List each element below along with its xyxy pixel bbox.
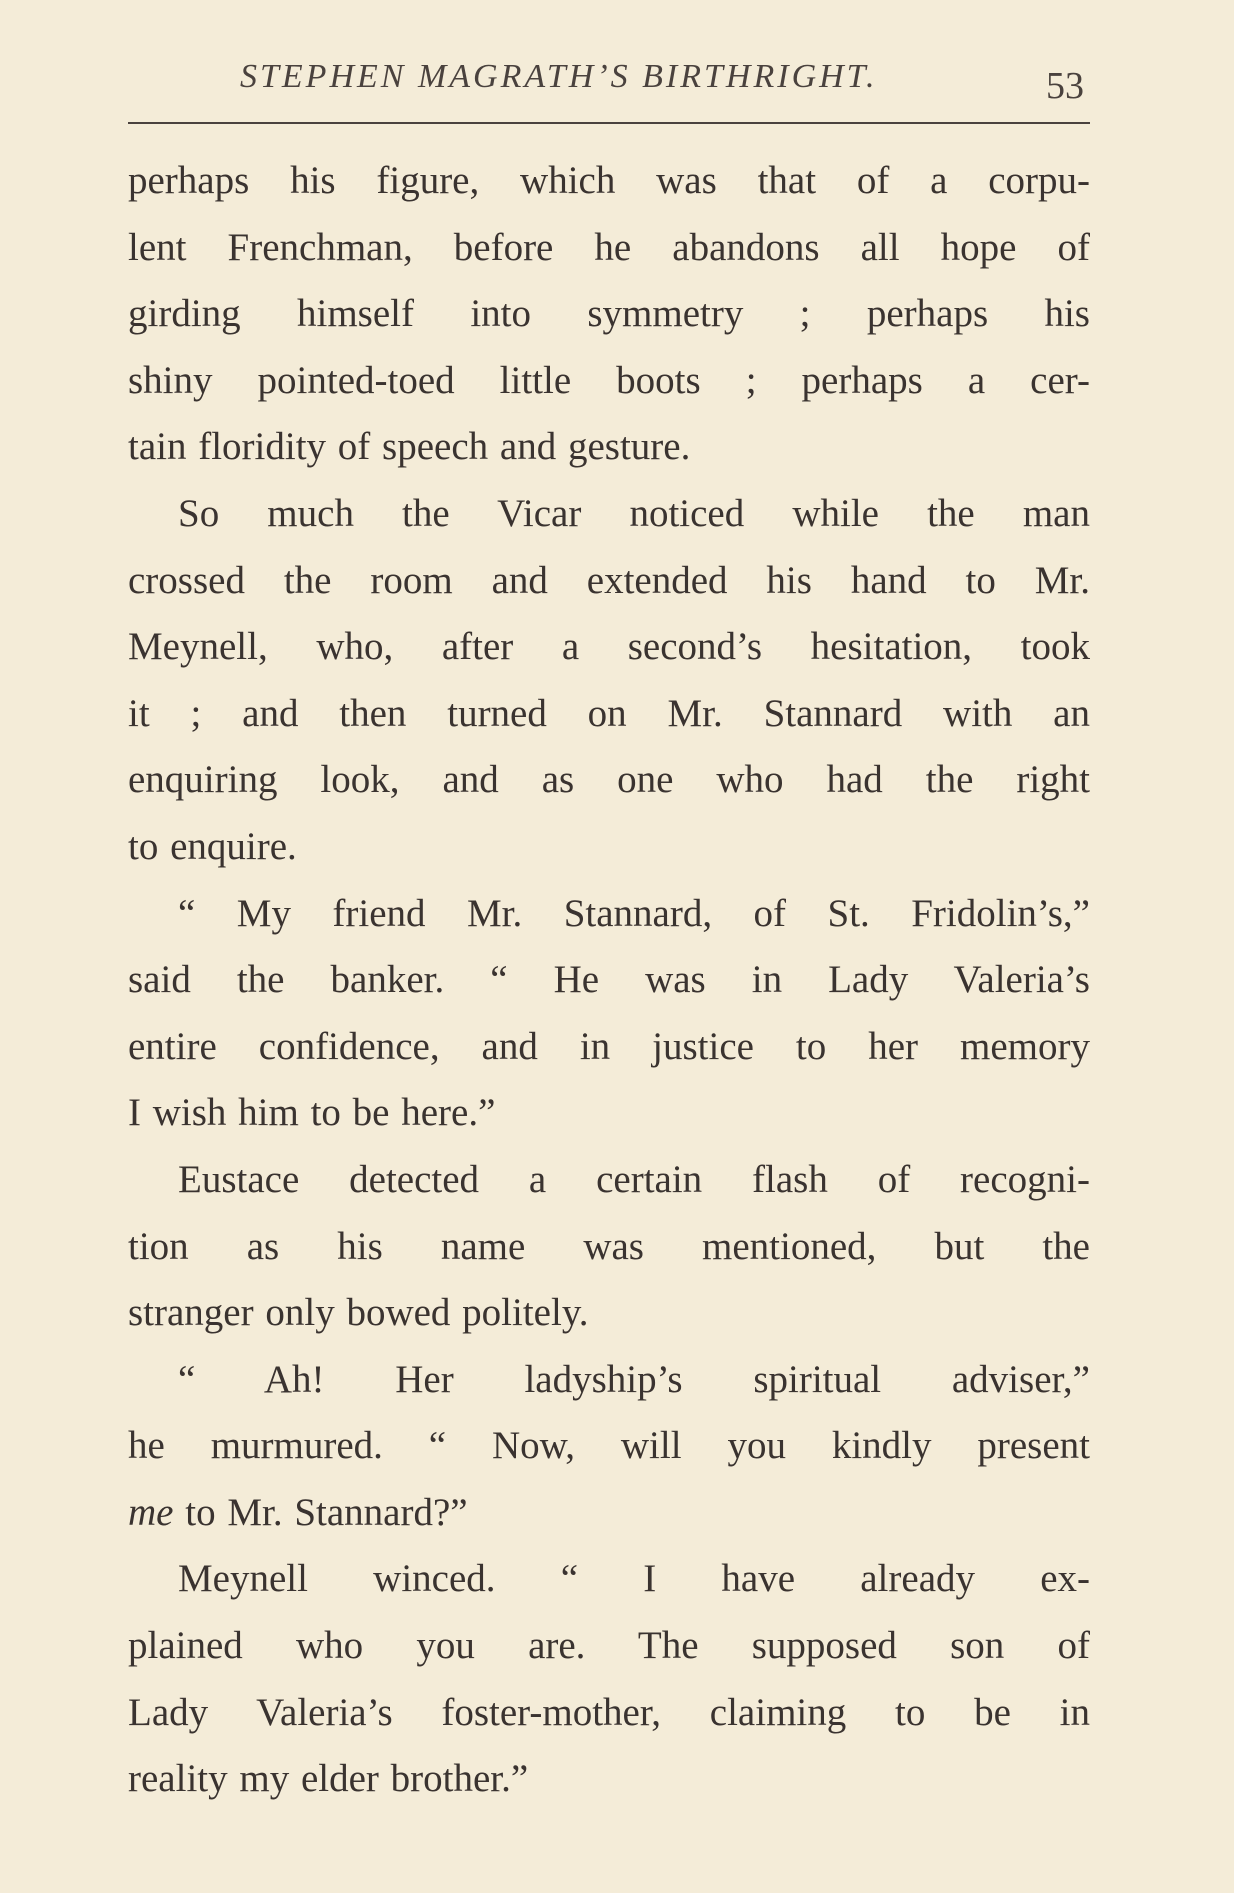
text-line: crossed the room and extended his hand to Mr. [128, 558, 1090, 602]
body-text [128, 148, 1090, 1813]
text-line: perhaps his figure, which was that of a corpu- [128, 159, 1090, 202]
italic-word: me [128, 1490, 174, 1534]
text-line: shiny pointed-toed little boots ; perhaps a cer- [128, 358, 1090, 402]
text-line: lent Frenchman, before he abandons all hope of [128, 225, 1090, 269]
text-line: Meynell, who, after a second’s hesitation, took [128, 625, 1090, 669]
text-line: it ; and then turned on Mr. Stannard with an [128, 691, 1090, 735]
text-line: Eustace detected a certain flash of recogni- [178, 1157, 1090, 1201]
text-line: tain floridity of speech and gesture. [128, 425, 691, 469]
text-line: he murmured. “ Now, will you kindly present [128, 1424, 1090, 1468]
text-line: tion as his name was mentioned, but the [128, 1224, 1090, 1268]
running-title: STEPHEN MAGRATH’S BIRTHRIGHT. [240, 58, 878, 95]
text-line: plained who you are. The supposed son of [128, 1624, 1090, 1668]
header-rule [128, 122, 1090, 124]
text-line: enquiring look, and as one who had the right [128, 758, 1090, 802]
text-line: reality my elder brother.” [128, 1757, 529, 1801]
text-line: said the banker. “ He was in Lady Valeria’s [128, 958, 1090, 1002]
text-line: stranger only bowed politely. [128, 1291, 589, 1335]
text-line-rest: to Mr. Stannard?” [185, 1490, 468, 1534]
running-header [128, 58, 1090, 118]
text-line: to enquire. [128, 824, 297, 868]
text-line: entire confidence, and in justice to her memory [128, 1024, 1090, 1068]
page-number: 53 [1046, 65, 1084, 107]
text-line: girding himself into symmetry ; perhaps his [128, 292, 1090, 336]
text-line: I wish him to be here.” [128, 1091, 496, 1135]
text-line: Lady Valeria’s foster-mother, claiming to be in [128, 1690, 1090, 1734]
text-line: “ My friend Mr. Stannard, of St. Fridolin’s,” [178, 891, 1090, 935]
text-line [128, 1480, 1090, 1547]
text-line: “ Ah! Her ladyship’s spiritual adviser,” [178, 1357, 1090, 1401]
text-line: Meynell winced. “ I have already ex- [178, 1557, 1090, 1601]
text-line: So much the Vicar noticed while the man [178, 491, 1090, 535]
